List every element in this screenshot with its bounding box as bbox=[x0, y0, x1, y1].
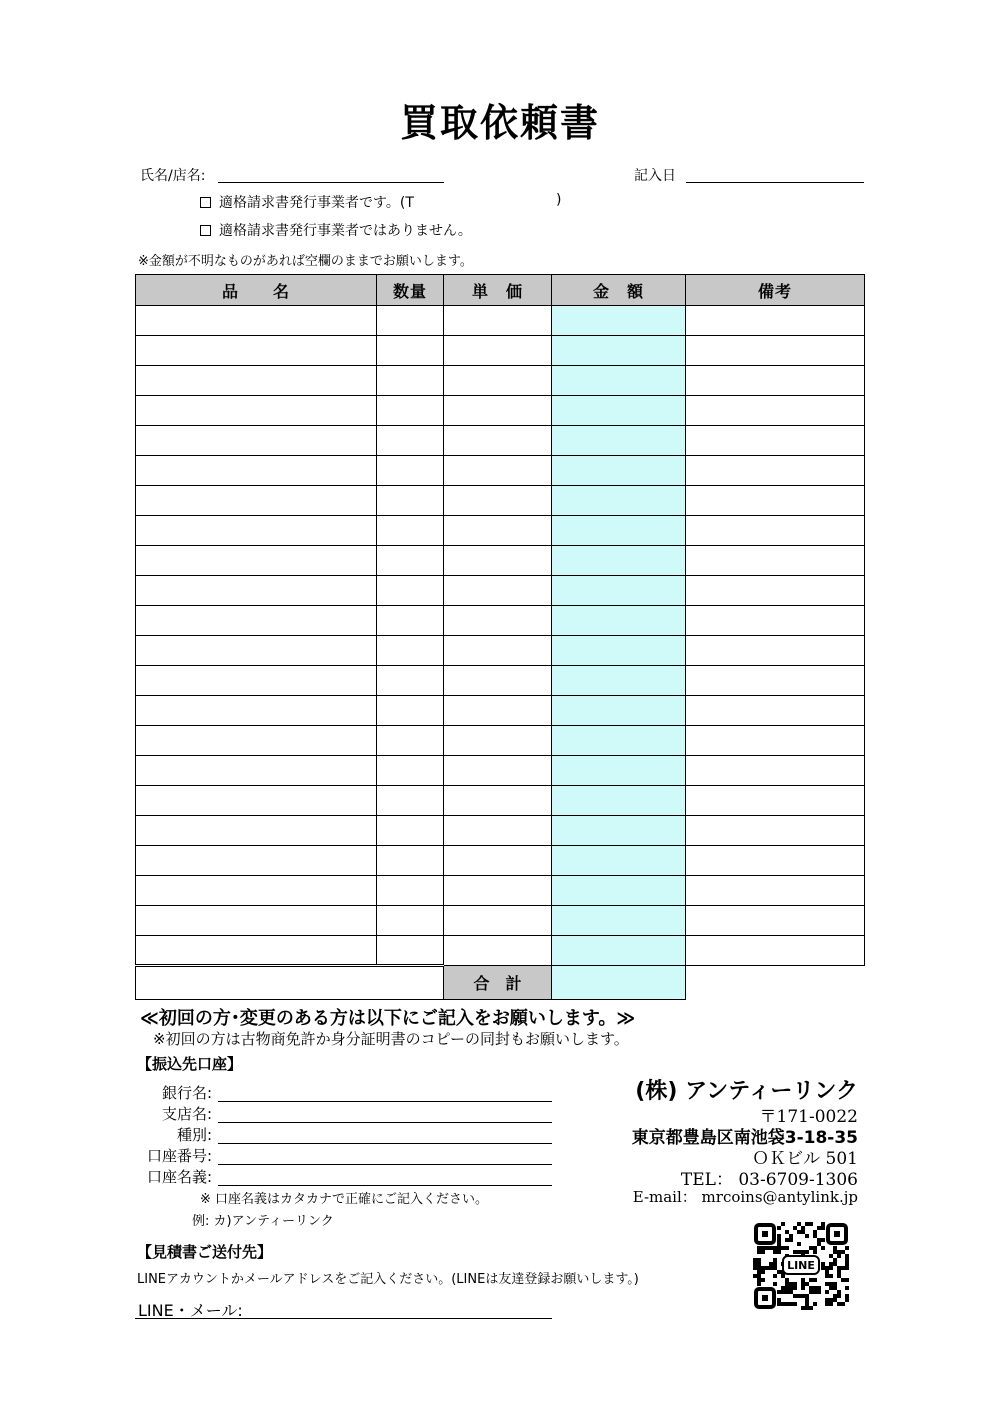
table-row bbox=[136, 876, 865, 906]
quantity-cell[interactable] bbox=[377, 486, 444, 516]
quantity-cell[interactable] bbox=[377, 756, 444, 786]
table-row bbox=[136, 546, 865, 576]
non-issuer-option[interactable] bbox=[200, 220, 472, 240]
remarks-cell[interactable] bbox=[686, 726, 865, 756]
table-row bbox=[136, 846, 865, 876]
table-row bbox=[136, 636, 865, 666]
table-row bbox=[136, 366, 865, 396]
amount-cell[interactable] bbox=[552, 636, 686, 666]
bank-field-label: 支店名: bbox=[161, 1105, 212, 1123]
quantity-cell[interactable] bbox=[377, 396, 444, 426]
quantity-cell[interactable] bbox=[377, 936, 444, 966]
remarks-cell[interactable] bbox=[686, 636, 865, 666]
quantity-cell[interactable] bbox=[377, 366, 444, 396]
item-name-cell[interactable] bbox=[136, 906, 377, 936]
remarks-cell[interactable] bbox=[686, 546, 865, 576]
item-name-cell[interactable] bbox=[136, 306, 377, 336]
quantity-cell[interactable] bbox=[377, 666, 444, 696]
table-row bbox=[136, 786, 865, 816]
bank-field-label: 口座名義: bbox=[146, 1168, 212, 1186]
unit-price-cell[interactable] bbox=[444, 606, 552, 636]
unit-price-cell[interactable] bbox=[444, 636, 552, 666]
item-name-cell[interactable] bbox=[136, 696, 377, 726]
header-quantity: 数量 bbox=[377, 275, 444, 306]
amount-cell[interactable] bbox=[552, 786, 686, 816]
item-name-cell[interactable] bbox=[136, 816, 377, 846]
date-field[interactable] bbox=[686, 165, 864, 183]
quantity-cell[interactable] bbox=[377, 426, 444, 456]
bank-field-input[interactable] bbox=[218, 1147, 552, 1165]
company-email: E-mail： mrcoins@antylink.jp bbox=[632, 1188, 858, 1206]
remarks-cell[interactable] bbox=[686, 846, 865, 876]
amount-cell[interactable] bbox=[552, 516, 686, 546]
company-tel: TEL： 03-6709-1306 bbox=[680, 1170, 858, 1190]
first-time-subnote: ※初回の方は古物商免許か身分証明書のコピーの同封もお願いします。 bbox=[153, 1030, 629, 1048]
unit-price-cell[interactable] bbox=[444, 816, 552, 846]
unit-price-cell[interactable] bbox=[444, 726, 552, 756]
line-email-field[interactable] bbox=[135, 1300, 552, 1319]
remarks-cell[interactable] bbox=[686, 786, 865, 816]
quantity-cell[interactable] bbox=[377, 876, 444, 906]
company-address2: ＯＫビル 501 bbox=[752, 1149, 858, 1169]
company-postal: 〒171-0022 bbox=[759, 1107, 858, 1127]
name-field[interactable] bbox=[218, 165, 444, 183]
line-email-label: LINE・メール: bbox=[138, 1301, 243, 1320]
quantity-cell[interactable] bbox=[377, 846, 444, 876]
remarks-cell[interactable] bbox=[686, 906, 865, 936]
amount-cell[interactable] bbox=[552, 816, 686, 846]
item-name-cell[interactable] bbox=[136, 846, 377, 876]
remarks-cell[interactable] bbox=[686, 396, 865, 426]
name-label: 氏名/店名: bbox=[140, 168, 206, 184]
table-header-row bbox=[136, 275, 865, 306]
quantity-cell[interactable] bbox=[377, 606, 444, 636]
unit-price-cell[interactable] bbox=[444, 666, 552, 696]
amount-cell[interactable] bbox=[552, 576, 686, 606]
checkbox2-label: 適格請求書発行事業者ではありません。 bbox=[219, 223, 472, 239]
bank-section-title: 【振込先口座】 bbox=[137, 1055, 243, 1073]
item-name-cell[interactable] bbox=[136, 666, 377, 696]
amount-cell[interactable] bbox=[552, 306, 686, 336]
amount-cell[interactable] bbox=[552, 366, 686, 396]
unit-price-cell[interactable] bbox=[444, 786, 552, 816]
quantity-cell[interactable] bbox=[377, 636, 444, 666]
table-row bbox=[136, 936, 865, 966]
amount-cell[interactable] bbox=[552, 546, 686, 576]
item-name-cell[interactable] bbox=[136, 636, 377, 666]
total-amount-cell[interactable] bbox=[552, 966, 686, 1000]
amount-cell[interactable] bbox=[552, 666, 686, 696]
quantity-cell[interactable] bbox=[377, 306, 444, 336]
table-row bbox=[136, 606, 865, 636]
remarks-cell[interactable] bbox=[686, 816, 865, 846]
quantity-cell[interactable] bbox=[377, 336, 444, 366]
company-address1: 東京都豊島区南池袋3-18-35 bbox=[631, 1128, 858, 1148]
remarks-cell[interactable] bbox=[686, 576, 865, 606]
item-name-cell[interactable] bbox=[136, 486, 377, 516]
header-item-name: 品 名 bbox=[136, 275, 377, 306]
item-name-cell[interactable] bbox=[136, 876, 377, 906]
bank-field-input[interactable] bbox=[218, 1084, 552, 1102]
amount-cell[interactable] bbox=[552, 726, 686, 756]
table-row bbox=[136, 486, 865, 516]
page-title: 買取依頼書 bbox=[399, 101, 600, 145]
item-name-cell[interactable] bbox=[136, 396, 377, 426]
remarks-cell[interactable] bbox=[686, 426, 865, 456]
bank-field-input[interactable] bbox=[218, 1168, 552, 1186]
unit-price-cell[interactable] bbox=[444, 486, 552, 516]
remarks-cell[interactable] bbox=[686, 936, 865, 966]
unit-price-cell[interactable] bbox=[444, 306, 552, 336]
amount-cell[interactable] bbox=[552, 906, 686, 936]
amount-cell[interactable] bbox=[552, 936, 686, 966]
unit-price-cell[interactable] bbox=[444, 546, 552, 576]
table-row bbox=[136, 906, 865, 936]
remarks-cell[interactable] bbox=[686, 486, 865, 516]
amount-cell[interactable] bbox=[552, 486, 686, 516]
total-row bbox=[136, 966, 865, 1000]
invoice-issuer-option[interactable] bbox=[200, 192, 414, 212]
amount-cell[interactable] bbox=[552, 696, 686, 726]
total-blank bbox=[686, 966, 865, 1000]
quantity-cell[interactable] bbox=[377, 456, 444, 486]
quantity-cell[interactable] bbox=[377, 906, 444, 936]
table-row bbox=[136, 696, 865, 726]
item-name-cell[interactable] bbox=[136, 516, 377, 546]
unit-price-cell[interactable] bbox=[444, 936, 552, 966]
amount-cell[interactable] bbox=[552, 876, 686, 906]
unit-price-cell[interactable] bbox=[444, 696, 552, 726]
amount-cell[interactable] bbox=[552, 456, 686, 486]
table-row bbox=[136, 306, 865, 336]
total-spacer bbox=[136, 966, 444, 1000]
table-row bbox=[136, 576, 865, 606]
item-name-cell[interactable] bbox=[136, 606, 377, 636]
item-name-cell[interactable] bbox=[136, 756, 377, 786]
item-name-cell[interactable] bbox=[136, 786, 377, 816]
remarks-cell[interactable] bbox=[686, 516, 865, 546]
unit-price-cell[interactable] bbox=[444, 366, 552, 396]
quantity-cell[interactable] bbox=[377, 816, 444, 846]
remarks-cell[interactable] bbox=[686, 366, 865, 396]
checkbox1-close: ) bbox=[556, 192, 562, 208]
quantity-cell[interactable] bbox=[377, 546, 444, 576]
item-name-cell[interactable] bbox=[136, 456, 377, 486]
item-name-cell[interactable] bbox=[136, 936, 377, 966]
unit-price-cell[interactable] bbox=[444, 336, 552, 366]
table-row bbox=[136, 666, 865, 696]
remarks-cell[interactable] bbox=[686, 306, 865, 336]
qr-line-label: LINE bbox=[787, 1259, 815, 1272]
estimate-instruction: LINEアカウントかメールアドレスをご記入ください。(LINEは友達登録お願いします。) bbox=[137, 1272, 639, 1287]
bank-field-label: 種別: bbox=[176, 1126, 212, 1144]
quantity-cell[interactable] bbox=[377, 726, 444, 756]
remarks-cell[interactable] bbox=[686, 606, 865, 636]
bank-field-label: 銀行名: bbox=[161, 1084, 212, 1102]
table-row bbox=[136, 396, 865, 426]
total-label: 合 計 bbox=[444, 966, 552, 1000]
table-row bbox=[136, 726, 865, 756]
quantity-cell[interactable] bbox=[377, 786, 444, 816]
item-name-cell[interactable] bbox=[136, 366, 377, 396]
checkbox1-label: 適格請求書発行事業者です。(T bbox=[219, 195, 414, 211]
table-row bbox=[136, 336, 865, 366]
amount-cell[interactable] bbox=[552, 396, 686, 426]
remarks-cell[interactable] bbox=[686, 456, 865, 486]
first-time-notice: ≪初回の方･変更のある方は以下にご記入をお願いします。≫ bbox=[140, 1008, 636, 1029]
remarks-cell[interactable] bbox=[686, 876, 865, 906]
unit-price-cell[interactable] bbox=[444, 516, 552, 546]
amount-cell[interactable] bbox=[552, 756, 686, 786]
header-unit-price: 単 価 bbox=[444, 275, 552, 306]
amount-cell[interactable] bbox=[552, 846, 686, 876]
unit-price-cell[interactable] bbox=[444, 876, 552, 906]
item-name-cell[interactable] bbox=[136, 336, 377, 366]
unit-price-cell[interactable] bbox=[444, 426, 552, 456]
line-qr-code bbox=[753, 1222, 849, 1310]
item-name-cell[interactable] bbox=[136, 576, 377, 606]
table-row bbox=[136, 756, 865, 786]
bank-field-input[interactable] bbox=[218, 1126, 552, 1144]
unit-price-cell[interactable] bbox=[444, 396, 552, 426]
table-row bbox=[136, 456, 865, 486]
table-row bbox=[136, 816, 865, 846]
quantity-cell[interactable] bbox=[377, 576, 444, 606]
amount-cell[interactable] bbox=[552, 606, 686, 636]
amount-cell[interactable] bbox=[552, 336, 686, 366]
header-amount: 金 額 bbox=[552, 275, 686, 306]
unit-price-cell[interactable] bbox=[444, 456, 552, 486]
item-name-cell[interactable] bbox=[136, 426, 377, 456]
quantity-cell[interactable] bbox=[377, 696, 444, 726]
items-table bbox=[135, 274, 865, 1000]
account-name-note: ※ 口座名義はカタカナで正確にご記入ください。 bbox=[200, 1192, 489, 1207]
item-name-cell[interactable] bbox=[136, 726, 377, 756]
bank-field-label: 口座番号: bbox=[146, 1147, 212, 1165]
header-remarks: 備考 bbox=[686, 275, 865, 306]
checkbox[interactable] bbox=[200, 197, 211, 208]
remarks-cell[interactable] bbox=[686, 696, 865, 726]
unit-price-cell[interactable] bbox=[444, 846, 552, 876]
item-name-cell[interactable] bbox=[136, 546, 377, 576]
estimate-section-title: 【見積書ご送付先】 bbox=[137, 1243, 273, 1261]
remarks-cell[interactable] bbox=[686, 756, 865, 786]
remarks-cell[interactable] bbox=[686, 336, 865, 366]
blank-note: ※金額が不明なものがあれば空欄のままでお願いします。 bbox=[138, 254, 473, 269]
checkbox[interactable] bbox=[200, 225, 211, 236]
company-name: (株) アンティーリンク bbox=[635, 1079, 858, 1104]
unit-price-cell[interactable] bbox=[444, 576, 552, 606]
remarks-cell[interactable] bbox=[686, 666, 865, 696]
amount-cell[interactable] bbox=[552, 426, 686, 456]
table-row bbox=[136, 426, 865, 456]
unit-price-cell[interactable] bbox=[444, 906, 552, 936]
quantity-cell[interactable] bbox=[377, 516, 444, 546]
account-name-example: 例: カ)アンティーリンク bbox=[192, 1214, 334, 1229]
table-row bbox=[136, 516, 865, 546]
date-label: 記入日 bbox=[634, 168, 676, 184]
unit-price-cell[interactable] bbox=[444, 756, 552, 786]
bank-field-input[interactable] bbox=[218, 1105, 552, 1123]
